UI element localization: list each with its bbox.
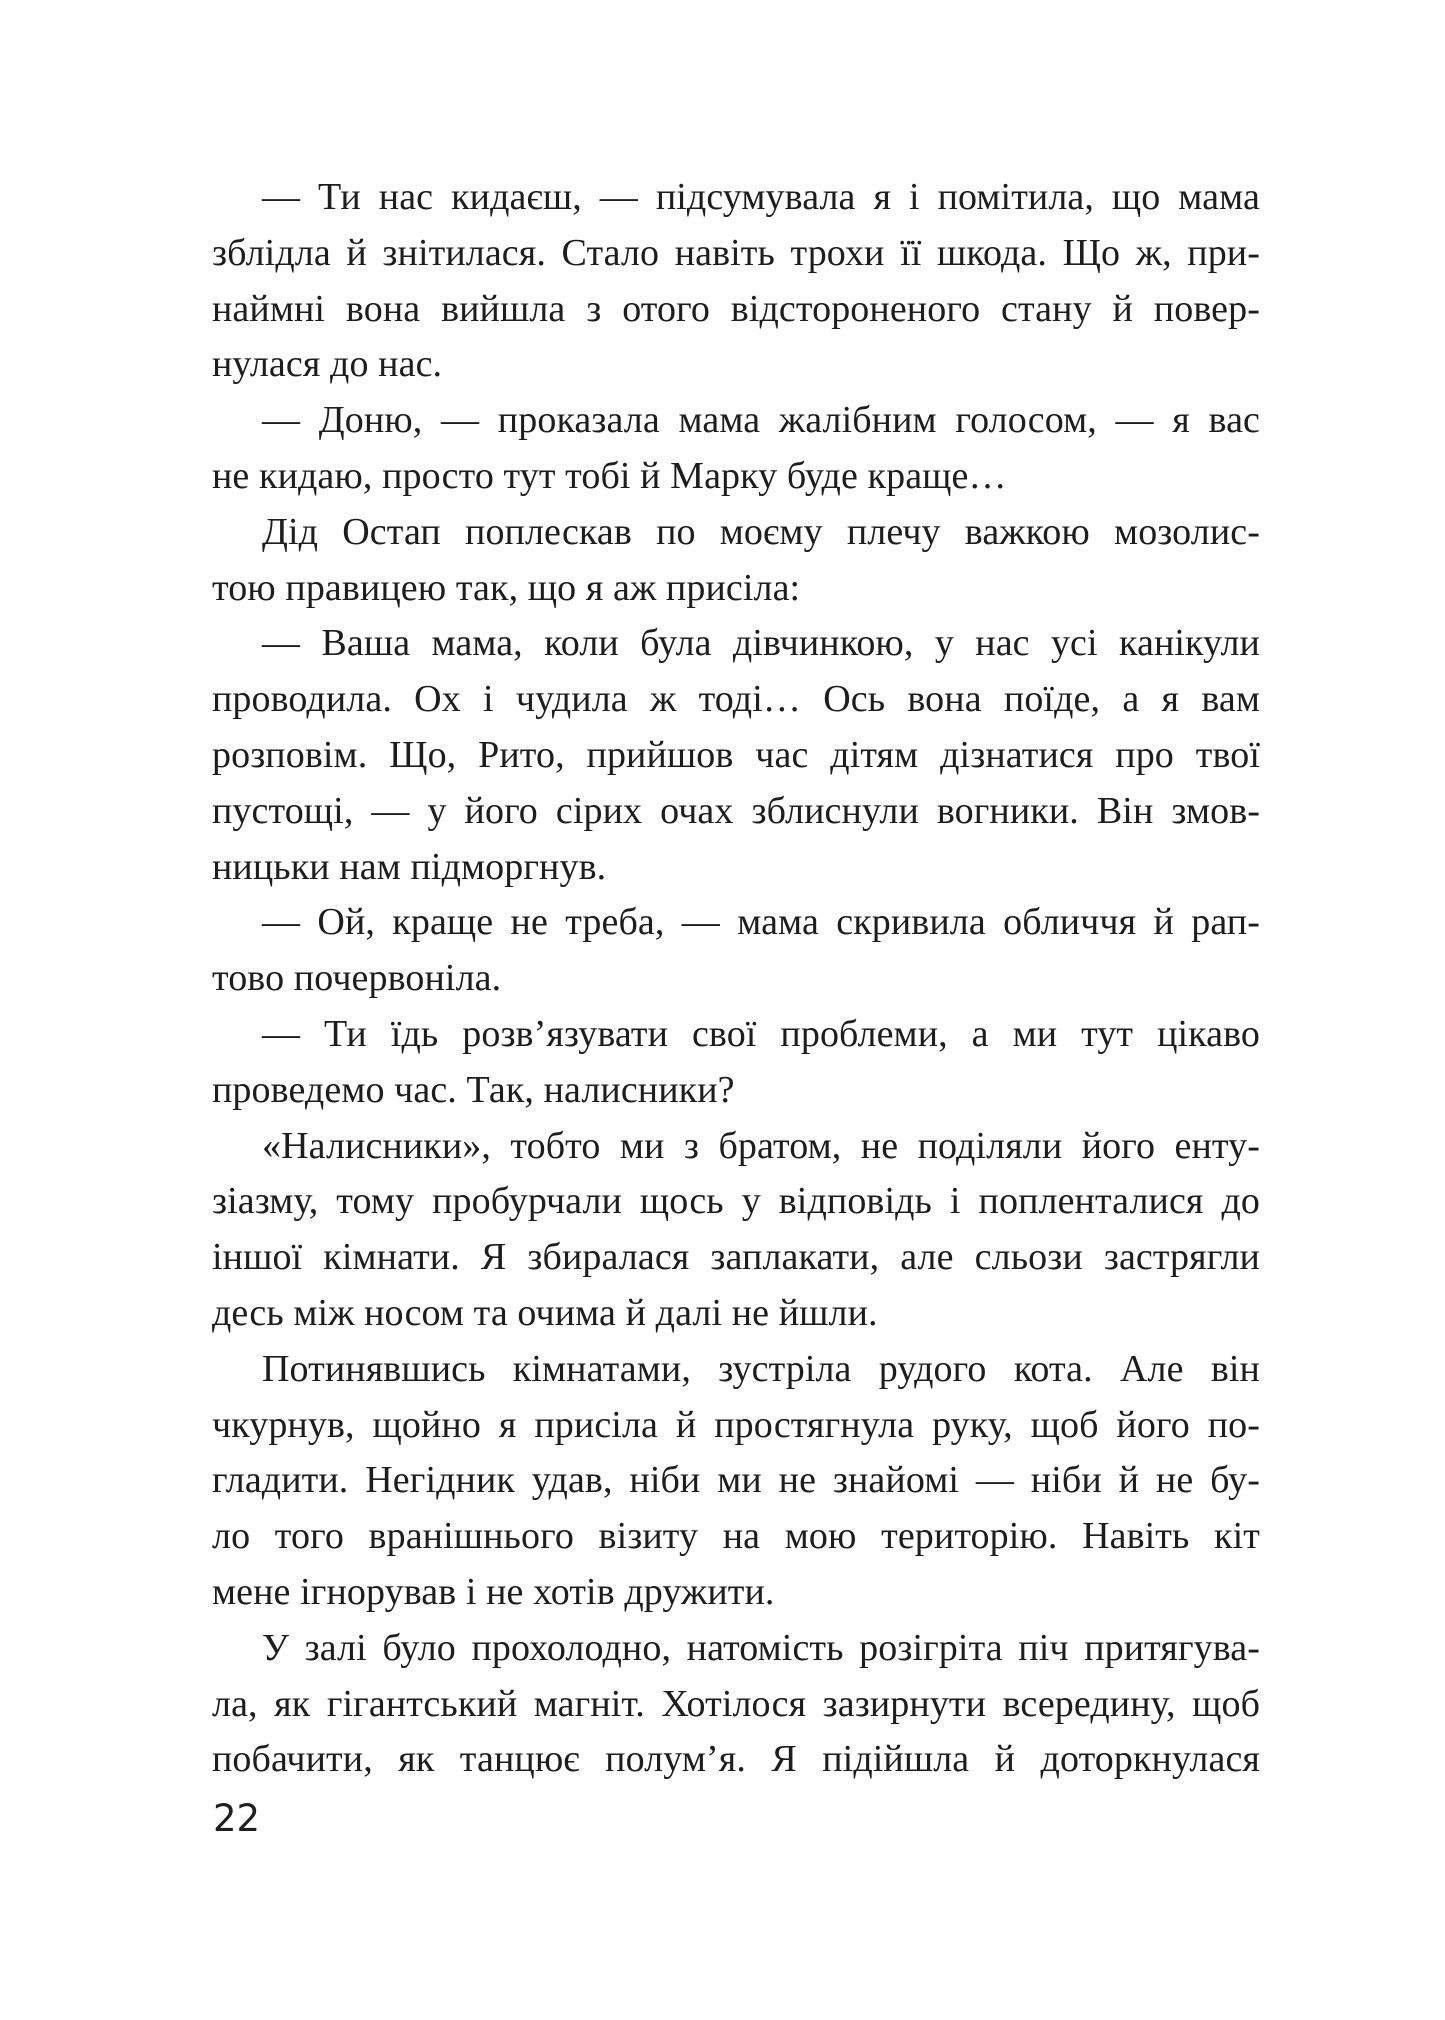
text-line: нулася до нас. <box>212 343 443 386</box>
text-line: зіазму, тому пробурчали щось у відповідь і попленталися до <box>212 1180 1260 1223</box>
text-line: мене ігнорував і не хотів дружити. <box>212 1570 775 1613</box>
page-number: 22 <box>213 1797 261 1840</box>
text-line: тою правицею так, що я аж присіла: <box>212 566 801 609</box>
text-line: тово почервоніла. <box>212 957 502 1000</box>
text-line: «Налисники», тобто ми з братом, не поділяли його енту- <box>262 1124 1260 1167</box>
text-line: побачити, як танцює полум’я. Я підійшла й доторкнулася <box>212 1738 1260 1781</box>
text-line: проведемо час. Так, налисники? <box>212 1068 735 1111</box>
text-line: — Ти їдь розв’язувати свої проблеми, а ми тут цікаво <box>262 1012 1260 1055</box>
text-line: десь між носом та очима й далі не йшли. <box>212 1291 878 1334</box>
text-line: — Ваша мама, коли була дівчинкою, у нас усі канікули <box>262 622 1260 665</box>
text-line: розповім. Що, Рито, прийшов час дітям дізнатися про твої <box>212 733 1260 776</box>
page-text-block <box>212 170 1260 1788</box>
text-line: іншої кімнати. Я збиралася заплакати, але сльози застрягли <box>212 1236 1260 1279</box>
text-line: не кидаю, просто тут тобі й Марку буде краще… <box>212 454 1007 497</box>
text-line: ницьки нам підморгнув. <box>212 845 607 888</box>
text-line: гладити. Негідник удав, ніби ми не знайомі — ніби й не бу- <box>212 1459 1260 1502</box>
text-line: наймні вона вийшла з отого відстороненого стану й повер- <box>212 287 1260 330</box>
text-line: — Ти нас кидаєш, — підсумувала я і помітила, що мама <box>262 176 1260 218</box>
text-line: чкурнув, щойно я присіла й простягнула руку, щоб його по- <box>212 1403 1260 1446</box>
text-line: — Ой, краще не треба, — мама скривила обличчя й рап- <box>262 901 1260 944</box>
text-line: проводила. Ох і чудила ж тоді… Ось вона поїде, а я вам <box>212 678 1260 721</box>
text-line: Потинявшись кімнатами, зустріла рудого кота. Але він <box>262 1347 1260 1390</box>
text-line: пустощі, — у його сірих очах зблиснули вогники. Він змов- <box>212 789 1260 832</box>
text-line: ла, як гігантський магніт. Хотілося зазирнути всередину, щоб <box>212 1682 1260 1725</box>
text-line: ло того вранішнього візиту на мою територію. Навіть кіт <box>212 1515 1260 1558</box>
text-line: — Доню, — проказала мама жалібним голосом, — я вас <box>262 399 1260 442</box>
text-line: У залі було прохолодно, натомість розігріта піч притягува- <box>262 1626 1260 1669</box>
text-line: зблідла й знітилася. Стало навіть трохи її шкода. Що ж, при- <box>212 231 1260 274</box>
text-line: Дід Остап поплескав по моєму плечу важкою мозолис- <box>262 510 1260 553</box>
